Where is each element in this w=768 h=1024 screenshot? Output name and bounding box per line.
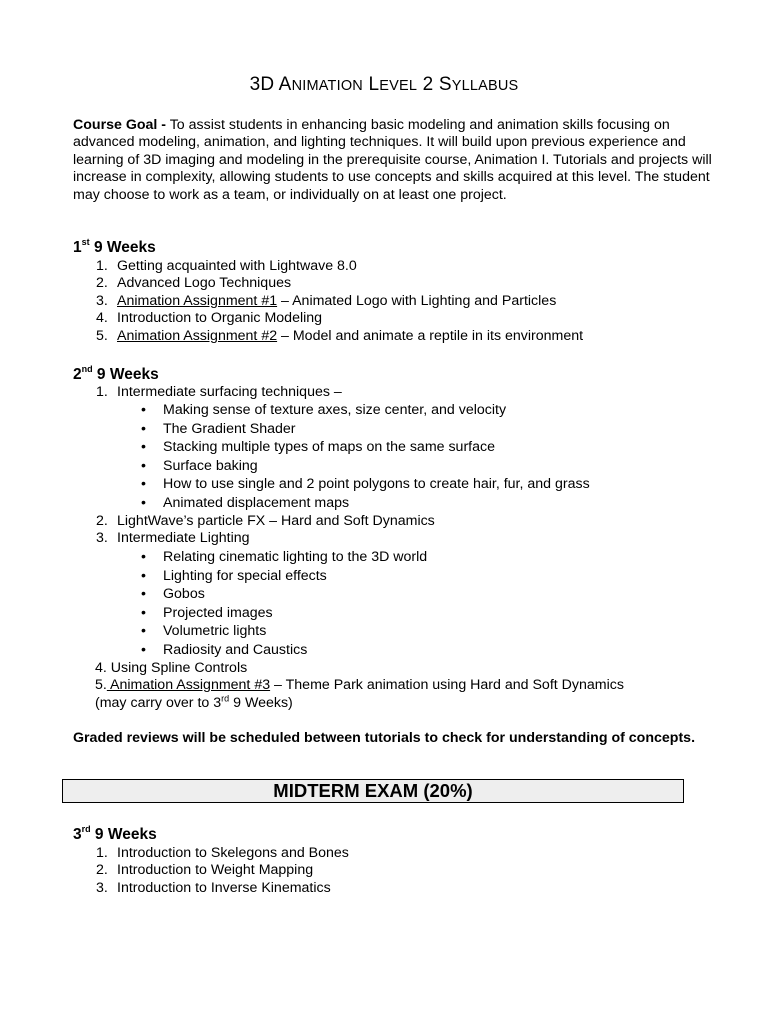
bullet-item <box>73 439 713 458</box>
bullet-text: Lighting for special effects <box>163 567 327 584</box>
list-item <box>73 275 713 292</box>
week-label: 9 Weeks <box>90 826 157 843</box>
week-ordinal: st <box>81 236 90 247</box>
list-item-spline: 4. Using Spline Controls <box>95 660 248 676</box>
bullet-item <box>73 549 713 568</box>
item-text: Introduction to Weight Mapping <box>117 862 314 879</box>
item-number: 3. <box>96 292 108 309</box>
bullet-text: The Gradient Shader <box>163 420 296 437</box>
bullet-item <box>73 623 713 642</box>
bullet-icon: • <box>141 476 146 493</box>
item-number: 1. <box>96 384 108 400</box>
list-item <box>73 310 713 327</box>
item-text: Advanced Logo Techniques <box>117 275 292 292</box>
title-part: EVEL <box>379 78 418 94</box>
item-number: 1. <box>96 258 108 274</box>
week-label: 9 Weeks <box>89 239 156 256</box>
week2-list-cont <box>73 513 713 548</box>
week2-list <box>73 384 713 401</box>
course-goal-label: Course Goal - <box>73 117 167 133</box>
item-text: – Animated Logo with Lighting and Particles <box>277 292 557 309</box>
carryover-ordinal: rd <box>221 693 230 704</box>
bullet-item <box>73 586 713 605</box>
week-number: 2 <box>73 366 82 383</box>
item-number: 4. <box>96 310 108 327</box>
bullet-icon: • <box>141 586 146 603</box>
title-part: NIMATION <box>291 78 363 94</box>
bullet-text: Volumetric lights <box>163 623 267 640</box>
item-text: Getting acquainted with Lightwave 8.0 <box>117 258 357 274</box>
item-number: 5. <box>96 327 108 344</box>
bullet-text: Animated displacement maps <box>163 494 350 511</box>
course-goal <box>73 117 713 204</box>
bullet-item <box>73 402 713 421</box>
item-text: Intermediate Lighting <box>117 530 250 547</box>
item-number: 3. <box>96 530 108 547</box>
list-item <box>73 328 713 345</box>
item-text: Intermediate surfacing techniques – <box>117 384 342 400</box>
week2-tail <box>95 660 735 712</box>
week3-list <box>73 845 713 897</box>
item-text: LightWave’s particle FX – Hard and Soft Dynamics <box>117 513 435 529</box>
assignment-link[interactable]: Animation Assignment #2 <box>117 327 278 344</box>
assignment-link[interactable]: Animation Assignment #1 <box>117 292 278 309</box>
list-item <box>73 880 713 897</box>
bullet-icon: • <box>141 439 146 456</box>
week-ordinal: rd <box>81 823 91 834</box>
list-item-assignment3 <box>95 677 735 694</box>
list-item <box>73 513 713 530</box>
week-number: 3 <box>73 826 82 843</box>
list-item <box>73 258 713 275</box>
list-item <box>73 845 713 862</box>
bullet-icon: • <box>141 402 146 418</box>
graded-reviews-note: Graded reviews will be scheduled between tutorials to check for understanding of concepts. <box>73 730 696 746</box>
week2-heading <box>73 363 159 383</box>
bullet-text: Radiosity and Caustics <box>163 641 308 658</box>
week1-heading <box>73 236 156 256</box>
bullet-icon: • <box>141 549 146 565</box>
item-number: 5. <box>95 677 107 694</box>
page-title <box>0 76 768 95</box>
item-number: 2. <box>96 862 108 879</box>
carryover-text-end: 9 Weeks) <box>229 694 293 711</box>
list-item <box>73 384 713 401</box>
bullet-text: Relating cinematic lighting to the 3D world <box>163 549 428 565</box>
assignment-link[interactable]: Animation Assignment #3 <box>106 677 271 694</box>
bullet-icon: • <box>141 457 146 474</box>
list-item <box>73 293 713 310</box>
bullet-icon: • <box>141 420 146 437</box>
course-goal-text: To assist students in enhancing basic modeling and animation skills focusing on advanced modeling, animation, and lighting techniques. It will build upon previous experience and learning of 3D imaging and modeling in the prerequisite course, Animation I. Tutorials and projects will increase in complexity, allowing students to use concepts and skills acquired at this level. The student may choose to work as a team, or individually on at least one project. <box>73 117 712 203</box>
carryover-text: (may carry over to 3 <box>95 694 222 711</box>
list-item <box>73 530 713 547</box>
title-part: L <box>362 74 380 95</box>
bullet-item <box>73 605 713 624</box>
item-text: – Model and animate a reptile in its environment <box>277 327 584 344</box>
week2-bullets-lighting <box>73 549 713 661</box>
bullet-icon: • <box>141 623 146 640</box>
bullet-item <box>73 458 713 477</box>
week-ordinal: nd <box>81 363 93 374</box>
item-number: 2. <box>96 275 108 292</box>
list-item <box>73 862 713 879</box>
bullet-text: How to use single and 2 point polygons to create hair, fur, and grass <box>163 476 590 493</box>
item-number: 3. <box>96 879 108 896</box>
item-number: 2. <box>96 513 108 529</box>
item-text: Introduction to Inverse Kinematics <box>117 879 331 896</box>
week-number: 1 <box>73 239 82 256</box>
bullet-icon: • <box>141 494 146 511</box>
bullet-item <box>73 476 713 495</box>
title-part: 3D A <box>249 74 292 95</box>
title-part: YLLABUS <box>451 78 519 94</box>
bullet-icon: • <box>141 567 146 584</box>
bullet-item <box>73 495 713 514</box>
week3-heading <box>73 823 157 843</box>
bullet-icon: • <box>141 641 146 658</box>
item-text: – Theme Park animation using Hard and Soft Dynamics <box>270 677 624 694</box>
item-text: Introduction to Skelegons and Bones <box>117 845 349 861</box>
week-label: 9 Weeks <box>92 366 159 383</box>
item-number: 1. <box>96 845 108 861</box>
bullet-text: Gobos <box>163 586 205 603</box>
item-text: Introduction to Organic Modeling <box>117 310 323 327</box>
midterm-banner: MIDTERM EXAM (20%) <box>62 779 684 803</box>
bullet-item <box>73 421 713 440</box>
title-part: 2 S <box>417 74 452 95</box>
week1-list <box>73 258 713 345</box>
bullet-item <box>73 642 713 661</box>
week2-bullets-surfacing <box>73 402 713 514</box>
bullet-icon: • <box>141 604 146 621</box>
list-item-carryover <box>95 695 735 712</box>
bullet-text: Surface baking <box>163 457 258 474</box>
bullet-item <box>73 568 713 587</box>
bullet-text: Making sense of texture axes, size center, and velocity <box>163 402 507 418</box>
bullet-text: Stacking multiple types of maps on the same surface <box>163 439 495 456</box>
bullet-text: Projected images <box>163 604 273 621</box>
